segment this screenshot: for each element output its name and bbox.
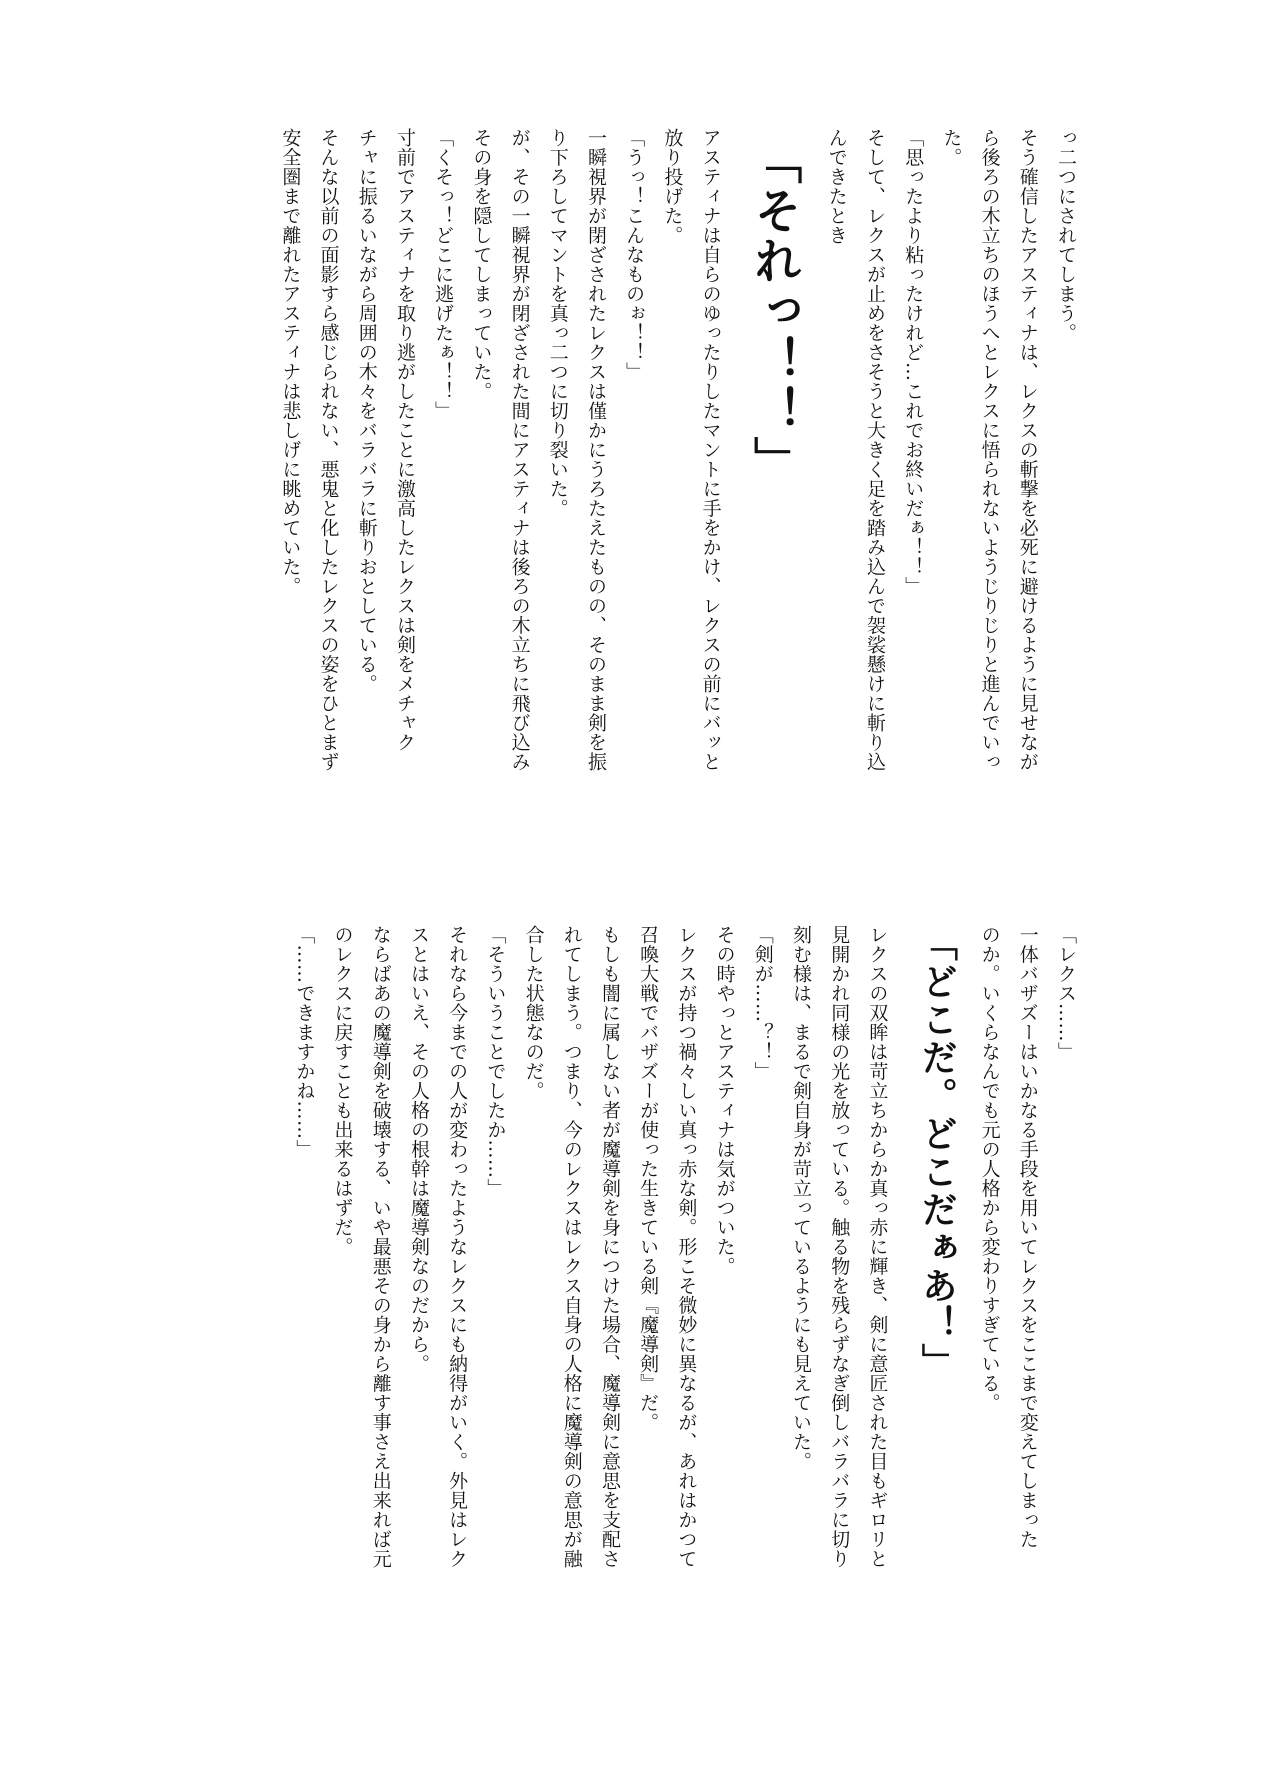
- text-line: ら後ろの木立ちのほうへとレクスに悟られないようじりじりと進んでいっ: [978, 128, 1001, 772]
- text-line: り下ろしてマントを真っ二つに切り裂いた。: [546, 128, 569, 518]
- text-line: っ二つにされてしまう。: [1055, 128, 1077, 343]
- text-line: レクスが持つ禍々しい真っ赤な剣。形こそ微妙に異なるが、あれはかつて: [675, 925, 698, 1569]
- text-line: れてしまう。つまり、今のレクスはレクス自身の人格に魔導剣の意思が融: [560, 925, 583, 1569]
- dialogue-line: 「剣が……？！」: [751, 925, 774, 1081]
- text-line: 一瞬視界が閉ざされたレクスは僅かにうろたえたものの、そのまま剣を振: [584, 128, 607, 772]
- upper-text-block: [110, 128, 1085, 890]
- text-line: 放り投げた。: [661, 128, 684, 245]
- dialogue-line: 「うっ！こんなものぉ！！」: [623, 128, 646, 382]
- text-line: そして、レクスが止めをさそうと大きく足を踏み込んで袈裟懸けに斬り込: [863, 128, 886, 772]
- dialogue-line: 「思ったより粘ったけれど…これでお終いだぁ！！」: [902, 128, 925, 596]
- text-line: 召喚大戦でバザズーが使った生きている剣『魔導剣』だ。: [637, 925, 660, 1432]
- text-line: ならばあの魔導剣を破壊する、いや最悪その身から離す事さえ出来れば元: [369, 925, 392, 1569]
- text-line: が、その一瞬視界が閉ざされた間にアスティナは後ろの木立ちに飛び込み: [508, 128, 531, 772]
- text-line: それなら今までの人が変わったようなレクスにも納得がいく。外見はレク: [446, 925, 469, 1569]
- text-line: んできたとき: [825, 128, 848, 245]
- text-line: 寸前でアスティナを取り逃がしたことに激高したレクスは剣をメチャク: [393, 128, 416, 752]
- text-line: レクスの双眸は苛立ちからか真っ赤に輝き、剣に意匠された目もギロリと: [866, 925, 889, 1569]
- text-line: その時やっとアスティナは気がついた。: [713, 925, 736, 1276]
- text-line: そんな以前の面影すら感じられない、悪鬼と化したレクスの姿をひとまず: [317, 128, 340, 772]
- shout-heading: 「それっ！！」: [745, 136, 802, 486]
- text-line: そう確信したアスティナは、レクスの斬撃を必死に避けるように見せなが: [1016, 128, 1039, 772]
- text-line: た。: [940, 128, 963, 167]
- text-line: のレクスに戻すことも出来るはずだ。: [331, 925, 354, 1257]
- text-line: 刻む様は、まるで剣自身が苛立っているようにも見えていた。: [789, 925, 812, 1471]
- dialogue-line: 「そういうことでしたか……」: [484, 925, 507, 1198]
- text-line: 合した状態なのだ。: [522, 925, 545, 1101]
- dialogue-line: 「レクス……」: [1055, 925, 1077, 1062]
- text-line: その身を隠してしまっていた。: [470, 128, 493, 401]
- text-line: 一体バザズーはいかなる手段を用いてレクスをここまで変えてしまった: [1016, 925, 1039, 1549]
- text-line: アスティナは自らのゆったりしたマントに手をかけ、レクスの前にバッと: [699, 128, 722, 772]
- shout-heading: 「どこだ。どこだぁあ！」: [916, 925, 958, 1381]
- dialogue-line: 「……できますかね……」: [293, 925, 316, 1159]
- text-line: 見開かれ同様の光を放っている。触る物を残らずなぎ倒しバラバラに切り: [828, 925, 851, 1569]
- text-line: のか。いくらなんでも元の人格から変わりすぎている。: [978, 925, 1001, 1413]
- text-line: もしも闇に属しない者が魔導剣を身につけた場合、魔導剣に意思を支配さ: [598, 925, 621, 1569]
- text-line: 安全圏まで離れたアスティナは悲しげに眺めていた。: [279, 128, 302, 596]
- text-line: チャに振るいながら周囲の木々をバラバラに斬りおとしている。: [355, 128, 378, 694]
- text-line: スとはいえ、その人格の根幹は魔導剣なのだから。: [407, 925, 430, 1374]
- dialogue-line: 「くそっ！どこに逃げたぁ！！」: [432, 128, 455, 421]
- lower-text-block: [110, 925, 1085, 1687]
